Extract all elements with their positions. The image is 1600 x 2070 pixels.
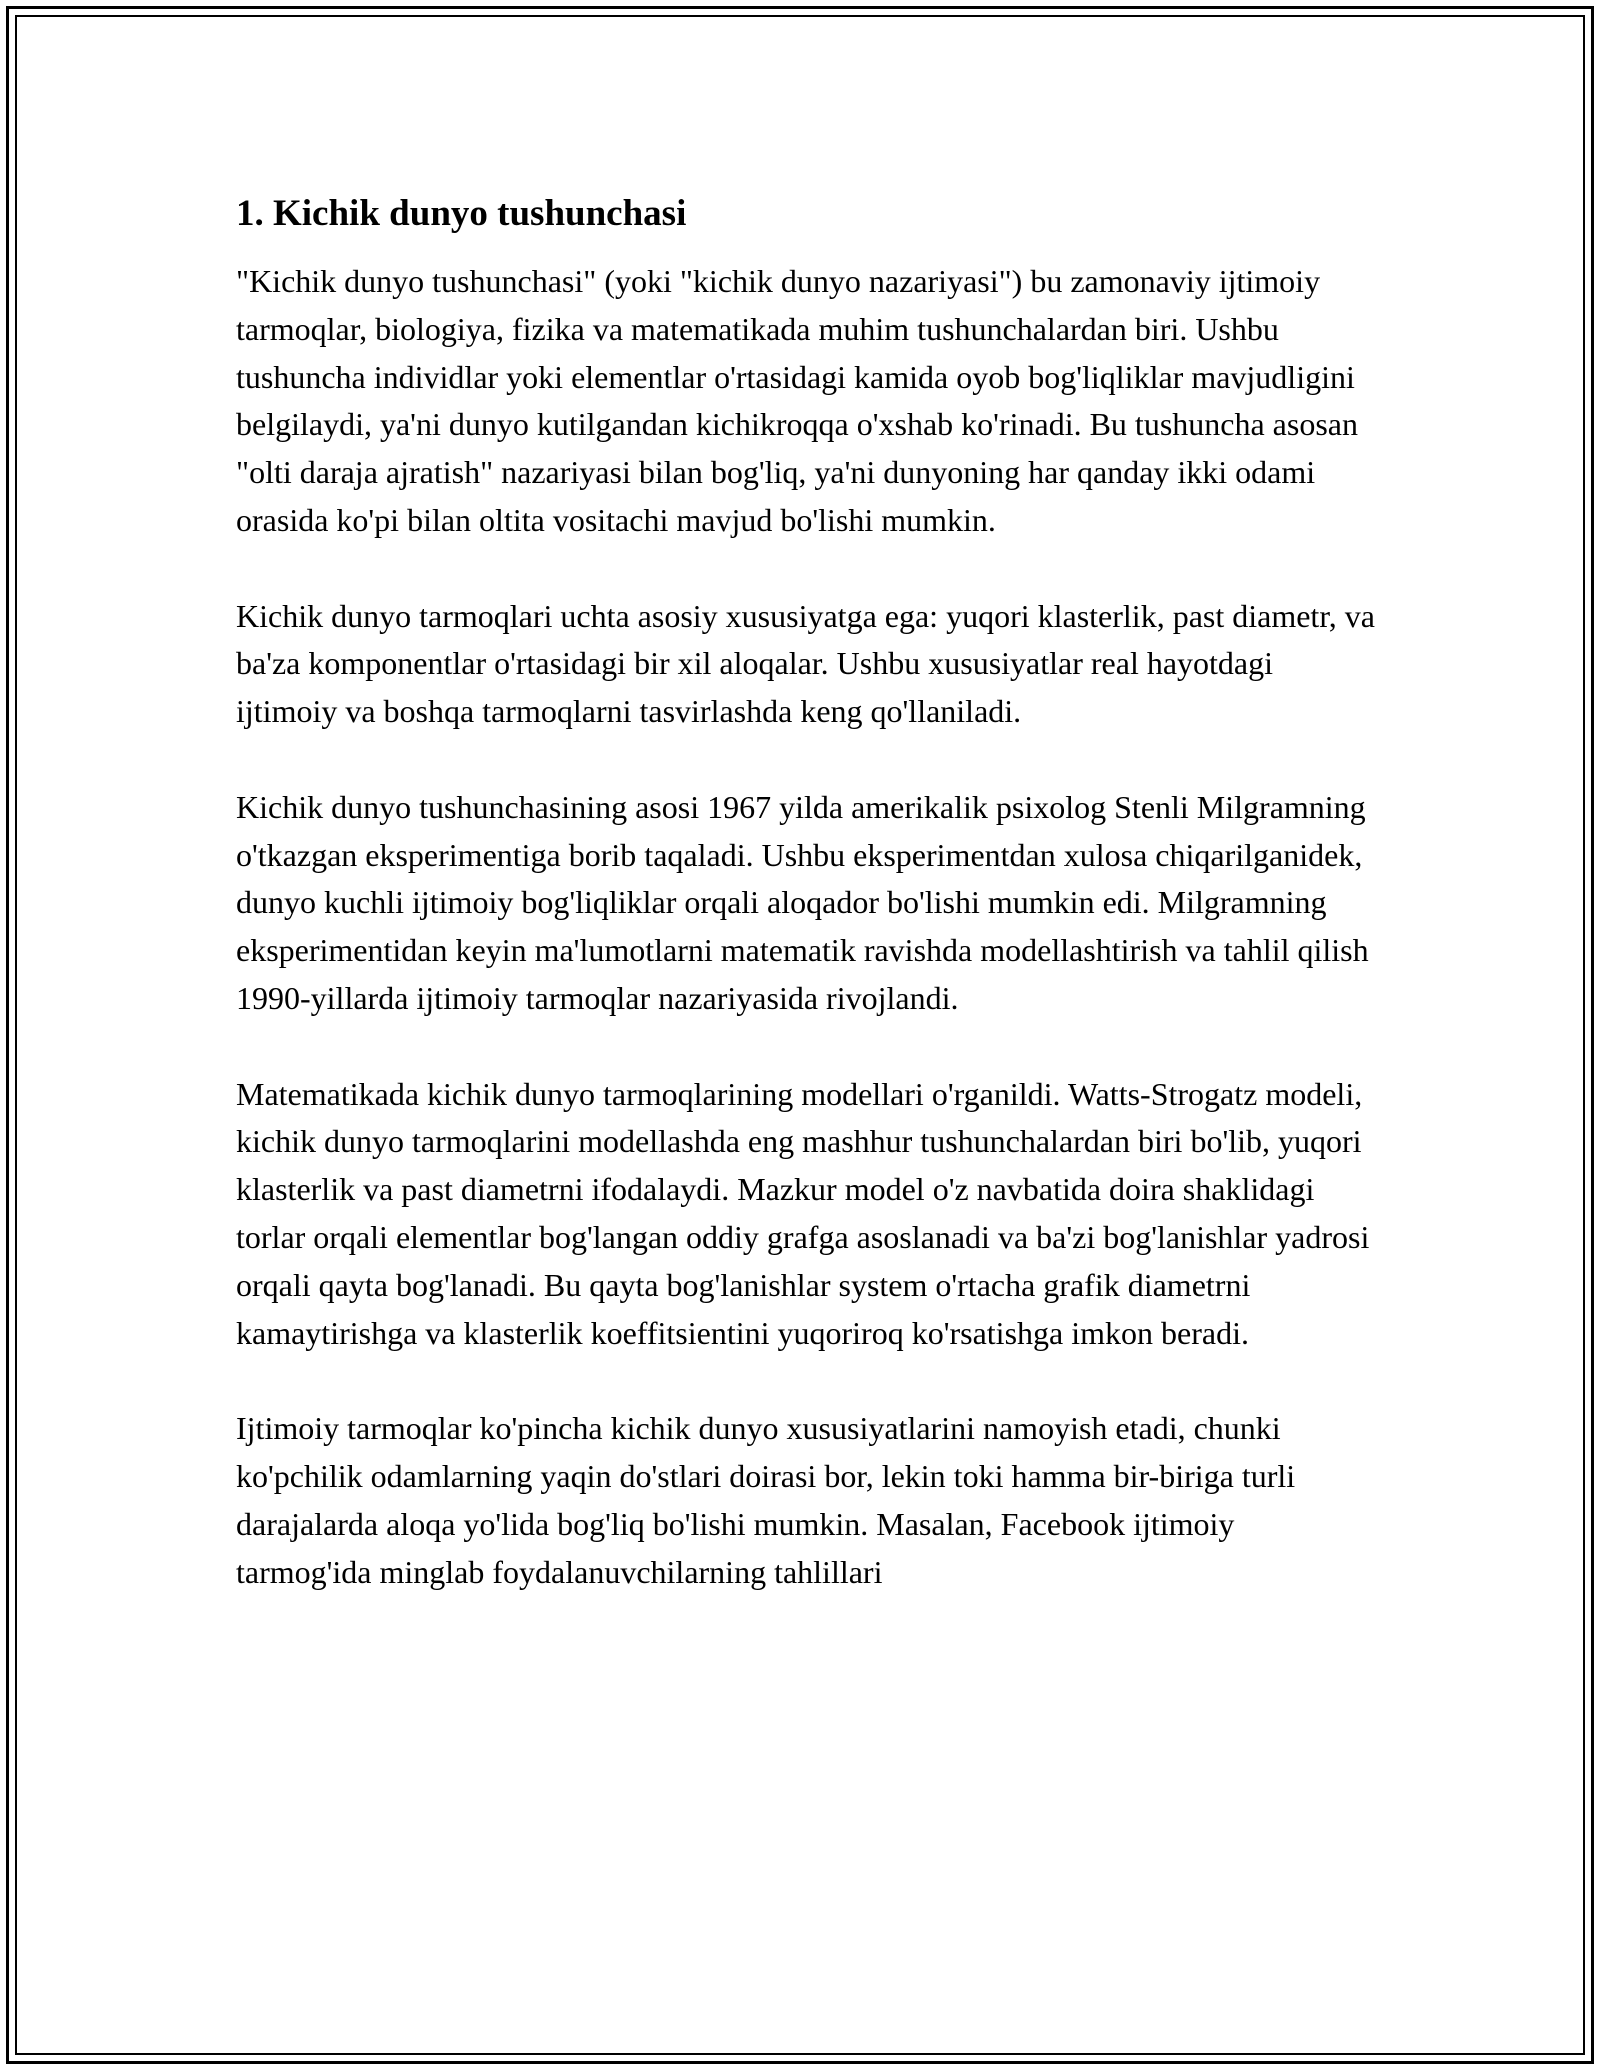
paragraph-history: Kichik dunyo tushunchasining asosi 1967 yilda amerikalik psixolog Stenli Milgramning o'tkazgan eksperimentiga borib taqaladi. Ushbu eksperimentdan xulosa chiqarilganidek, dunyo kuchli ijtimoiy bog'liqliklar orqali aloqador bo'lishi mumkin edi. Milgramning eksperimentidan keyin ma'lumotlarni matematik ravishda modellashtirish va tahlil qilish 1990-yillarda ijtimoiy tarmoqlar nazariyasida rivojlandi.: [236, 788, 1369, 1016]
document-body: [236, 186, 1376, 1596]
paragraph-social-networks: Ijtimoiy tarmoqlar ko'pincha kichik dunyo xususiyatlarini namoyish etadi, chunki ko'pchilik odamlarning yaqin do'stlari doirasi bor, lekin toki hamma bir-biriga turli darajalarda aloqa yo'lida bog'liq bo'lishi mumkin. Masalan, Facebook ijtimoiy tarmog'ida minglab foydalanuvchilarning tahlillari: [236, 1410, 1296, 1590]
paragraph-models: Matematikada kichik dunyo tarmoqlarining modellari o'rganildi. Watts-Strogatz modeli, kichik dunyo tarmoqlarini modellashda eng mashhur tushunchalardan biri bo'lib, yuqori klasterlik va past diametrni ifodalaydi. Mazkur model o'z navbatida doira shaklidagi torlar orqali elementlar bog'langan oddiy grafga asoslanadi va ba'zi bog'lanishlar yadrosi orqali qayta bog'lanadi. Bu qayta bog'lanishlar system o'rtacha grafik diametrni kamaytirishga va klasterlik koeffitsientini yuqoriroq ko'rsatishga imkon beradi.: [236, 1075, 1370, 1351]
paragraph-intro: "Kichik dunyo tushunchasi" (yoki "kichik dunyo nazariyasi") bu zamonaviy ijtimoiy tarmoqlar, biologiya, fizika va matematikada muhim tushunchalardan biri. Ushbu tushuncha individlar yoki elementlar o'rtasidagi kamida oyob bog'liqliklar mavjudligini belgilaydi, ya'ni dunyo kutilgandan kichikroqqa o'xshab ko'rinadi. Bu tushuncha asosan "olti daraja ajratish" nazariyasi bilan bog'liq, ya'ni dunyoning har qanday ikki odami orasida ko'pi bilan oltita vositachi mavjud bo'lishi mumkin.: [236, 263, 1358, 538]
section-heading: 1. Kichik dunyo tushunchasi: [236, 193, 687, 234]
paragraph-properties: Kichik dunyo tarmoqlari uchta asosiy xususiyatga ega: yuqori klasterlik, past diametr, va ba'za komponentlar o'rtasidagi bir xil aloqalar. Ushbu xususiyatlar real hayotdagi ijtimoiy va boshqa tarmoqlarni tasvirlashda keng qo'llaniladi.: [236, 597, 1375, 730]
